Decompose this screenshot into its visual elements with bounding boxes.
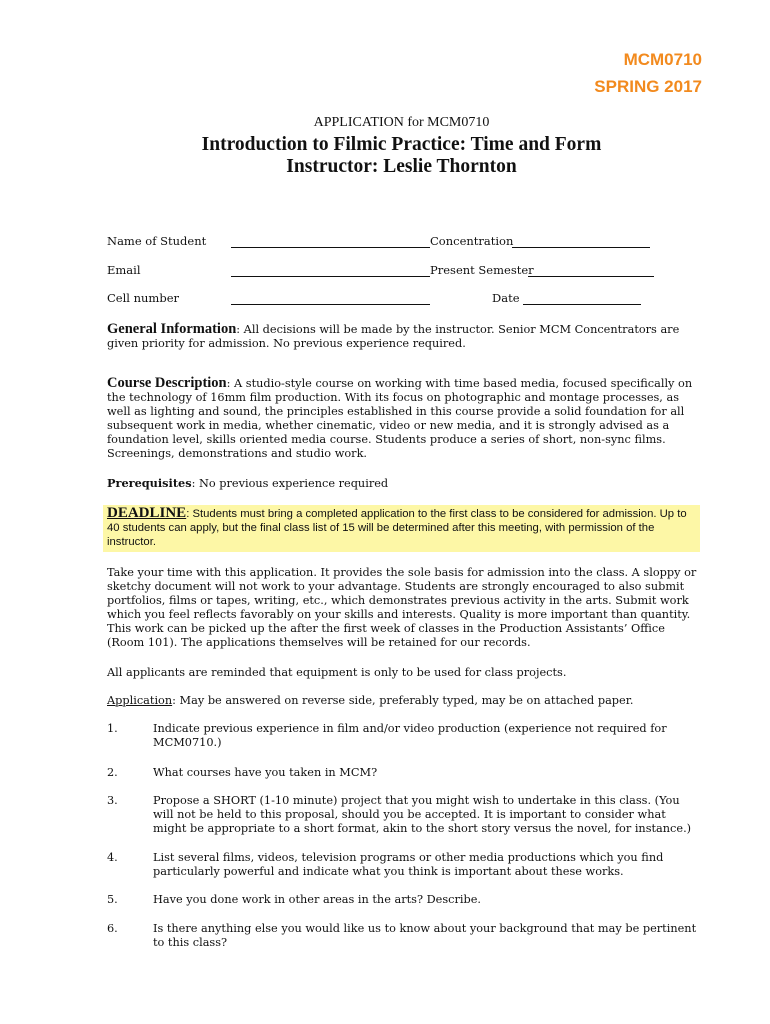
present-semester-field[interactable] — [528, 276, 654, 277]
email-field[interactable] — [231, 276, 430, 277]
deadline-text: : Students must bring a completed application to the first class to be considered for admission. Up to 40 students can apply, but the final class list of 15 will be determined after this meeting, with permission of the instructor. — [107, 508, 687, 548]
take-time-paragraph: Take your time with this application. It provides the sole basis for admission into the class. A sloppy or sketchy document will not work to your advantage. Students are strongly encouraged to also submit portfolios, films or tapes, writing, etc., which demonstrates previous activity in the arts. Submit work which you feel reflects favorably on your skills and interests. Quality is more important than quantity. This work can be picked up the after the first week of classes in the Production Assistants’ Office (Room 101). The applications themselves will be retained for our records. — [107, 566, 697, 649]
question-number: 2. — [107, 766, 118, 779]
general-info — [107, 322, 699, 351]
question-number: 4. — [107, 851, 118, 864]
course-description-text: : A studio-style course on working with time based media, focused specifically on the technology of 16mm film production. With its focus on photographic and montage processes, as well as lighting and sound, the principles established in this course provide a solid foundation for all subsequent work in media, whether cinematic, video or new media, and it is strongly advised as a foundation level, skills oriented media course. Students produce a series of short, non-sync films. Screenings, demonstrations and studio work. — [107, 377, 693, 460]
reminder-paragraph: All applicants are reminded that equipment is only to be used for class projects. — [107, 666, 567, 679]
name-label: Name of Student — [107, 234, 207, 248]
question-number: 6. — [107, 922, 118, 935]
email-label: Email — [107, 263, 141, 277]
course-description — [107, 376, 699, 461]
name-field[interactable] — [231, 247, 430, 248]
general-info-text: : All decisions will be made by the instructor. Senior MCM Concentrators are given priority for admission. No previous experience required. — [107, 323, 680, 350]
cell-label: Cell number — [107, 291, 179, 305]
prerequisites — [107, 476, 699, 491]
deadline-heading: DEADLINE — [107, 505, 187, 521]
general-info-heading: General Information — [107, 321, 237, 337]
question-text: Propose a SHORT (1-10 minute) project that you might wish to undertake in this class. (You will not be held to this proposal, should you be accepted. It is important to consider what might be appropriate to a short format, akin to the short story versus the novel, for instance.) — [153, 794, 692, 835]
application-text: : May be answered on reverse side, preferably typed, may be on attached paper. — [172, 694, 634, 707]
course-description-heading: Course Description — [107, 375, 227, 391]
semester-label: SPRING 2017 — [594, 77, 702, 96]
cell-field[interactable] — [231, 304, 430, 305]
question-text: Indicate previous experience in film and/or video production (experience not required for MCM0710.) — [153, 722, 667, 749]
prerequisites-label: Prerequisites — [107, 476, 192, 490]
deadline-block — [107, 506, 699, 549]
course-code: MCM0710 — [623, 50, 702, 69]
question-number: 3. — [107, 794, 118, 807]
question-text: Is there anything else you would like us to know about your background that may be pertinent to this class? — [153, 922, 697, 949]
question-number: 5. — [107, 893, 118, 906]
application-label: Application — [107, 694, 173, 707]
prerequisites-text: : No previous experience required — [191, 477, 389, 490]
concentration-field[interactable] — [512, 247, 650, 248]
question-number: 1. — [107, 722, 118, 735]
date-field[interactable] — [523, 304, 641, 305]
question-text: Have you done work in other areas in the arts? Describe. — [153, 893, 481, 906]
concentration-label: Concentration — [430, 234, 514, 248]
present-semester-label: Present Semester — [430, 263, 534, 277]
application-instructions — [107, 694, 699, 708]
application-line: APPLICATION for MCM0710 — [313, 115, 490, 130]
question-text: What courses have you taken in MCM? — [153, 766, 378, 779]
page-title: Introduction to Filmic Practice: Time and Form — [201, 134, 602, 155]
instructor-line: Instructor: Leslie Thornton — [286, 156, 517, 177]
date-label: Date — [492, 291, 520, 305]
question-text: List several films, videos, television programs or other media productions which you find particularly powerful and indicate what you think is important about these works. — [153, 851, 664, 878]
